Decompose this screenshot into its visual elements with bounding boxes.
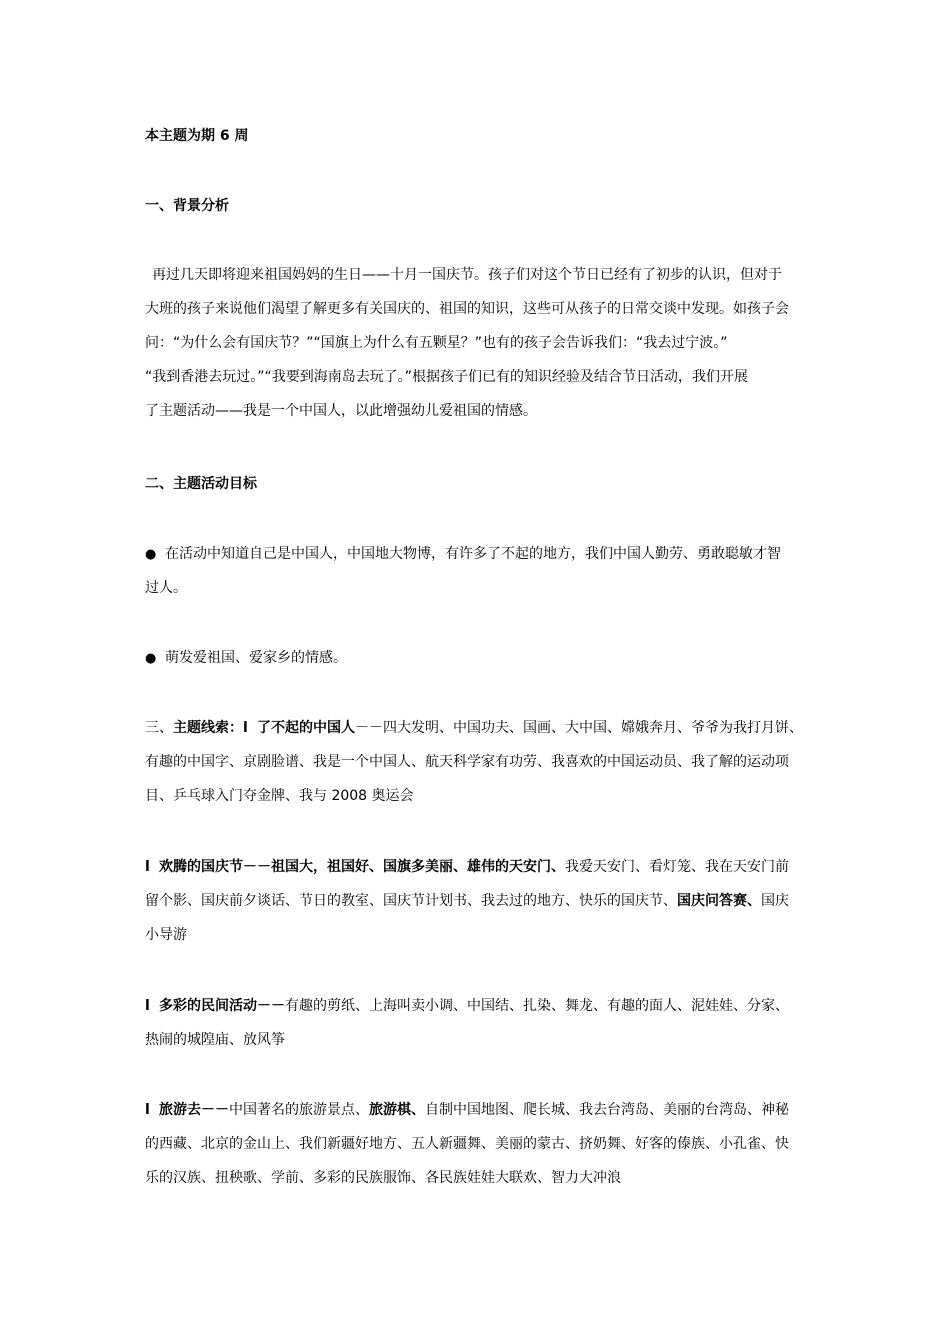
- clue-text: 我爱天安门、看灯笼、我在天安门前: [565, 859, 789, 875]
- clue-item: [145, 989, 810, 1057]
- paragraph-line: 问：“为什么会有国庆节？”“国旗上为什么有五颗星？”也有的孩子会告诉我们：“我去过宁波。”: [145, 335, 728, 351]
- clue-item: [145, 1093, 810, 1195]
- paragraph-line: “我到香港去玩过。”“我要到海南岛去玩了。”根据孩子们已有的知识经验及结合节日活动，我们开展: [145, 369, 749, 385]
- goal-item: [145, 641, 810, 675]
- list-mark-icon: l: [145, 1102, 150, 1118]
- section-background-heading: [145, 189, 810, 223]
- background-paragraph: [145, 258, 810, 428]
- clue-title: 欢腾的国庆节－－祖国大，祖国好、国旗多美丽、雄伟的天安门、: [159, 859, 565, 875]
- clue-title: 旅游去－－: [159, 1102, 229, 1118]
- clue-text: 热闹的城隍庙、放风筝: [145, 1032, 285, 1048]
- duration-line: [145, 119, 810, 153]
- clue-text: 国庆: [761, 893, 789, 909]
- clue-text: 目、乒乓球入门夺金牌、我与 2008 奥运会: [145, 788, 414, 804]
- heading-text: 二、主题活动目标: [145, 476, 257, 492]
- goal-text: 在活动中知道自己是中国人，中国地大物博，有许多了不起的地方，我们中国人勤劳、勇敢聪敏才智: [165, 546, 781, 562]
- clue-text: 乐的汉族、扭秧歌、学前、多彩的民族服饰、各民族娃娃大联欢、智力大冲浪: [145, 1170, 621, 1186]
- goal-text-continued: 过人。: [145, 580, 187, 596]
- list-mark-icon: l: [145, 859, 150, 875]
- clue-text: 自制中国地图、爬长城、我去台湾岛、美丽的台湾岛、神秘: [425, 1102, 789, 1118]
- clue-text: 中国著名的旅游景点、: [229, 1102, 369, 1118]
- clues-heading: 主题线索：: [173, 720, 243, 736]
- bullet-icon: ●: [145, 547, 157, 562]
- paragraph-line: 再过几天即将迎来祖国妈妈的生日——十月一国庆节。孩子们对这个节日已经有了初步的认识，但对于: [152, 267, 782, 283]
- clue-item: [145, 850, 810, 952]
- clue-bold-text: 旅游棋、: [369, 1102, 425, 1118]
- clue-text: 留个影、国庆前夕谈话、节日的教室、国庆节计划书、我去过的地方、快乐的国庆节、: [145, 893, 677, 909]
- clue-text: 小导游: [145, 927, 187, 943]
- goal-text: 萌发爱祖国、爱家乡的情感。: [165, 650, 347, 666]
- list-mark-icon: l: [243, 720, 248, 736]
- clue-bold-text: 国庆问答赛、: [677, 893, 761, 909]
- goal-item: [145, 537, 810, 605]
- duration-text: 本主题为期 6 周: [145, 128, 249, 144]
- section-goals-heading: [145, 467, 810, 501]
- section-number: 三、: [145, 720, 173, 736]
- paragraph-line: 了主题活动——我是一个中国人，以此增强幼儿爱祖国的情感。: [145, 403, 537, 419]
- heading-text: 一、背景分析: [145, 198, 229, 214]
- clue-text: 有趣的中国字、京剧脸谱、我是一个中国人、航天科学家有功劳、我喜欢的中国运动员、我了解的运动项: [145, 754, 789, 770]
- paragraph-line: 大班的孩子来说他们渴望了解更多有关国庆的、祖国的知识，这些可从孩子的日常交谈中发现。如孩子会: [145, 301, 789, 317]
- list-mark-icon: l: [145, 998, 150, 1014]
- clue-title: 多彩的民间活动－－: [159, 998, 285, 1014]
- clue-text: －－四大发明、中国功夫、国画、大中国、嫦娥奔月、爷爷为我打月饼、: [355, 720, 803, 736]
- clue-title: 了不起的中国人: [257, 720, 355, 736]
- clue-text: 的西藏、北京的金山上、我们新疆好地方、五人新疆舞、美丽的蒙古、挤奶舞、好客的傣族、小孔雀、快: [145, 1136, 789, 1152]
- clue-text: 有趣的剪纸、上海叫卖小调、中国结、扎染、舞龙、有趣的面人、泥娃娃、分家、: [285, 998, 789, 1014]
- clue-item: [145, 711, 810, 813]
- bullet-icon: ●: [145, 651, 157, 666]
